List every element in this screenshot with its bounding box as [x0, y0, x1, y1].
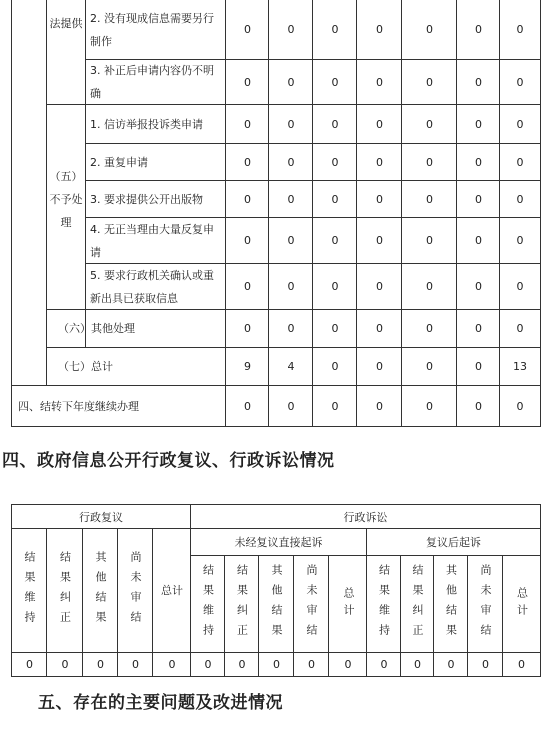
- row-value-cell: 0: [426, 155, 433, 169]
- row-value-cell: 0: [244, 399, 251, 413]
- column-header: 其他结果: [444, 564, 458, 644]
- row-value-cell: 0: [376, 399, 383, 413]
- row-value-cell: 0: [331, 234, 339, 247]
- row-value-cell: 0: [244, 23, 251, 36]
- row-value-cell: 0: [287, 192, 295, 206]
- row-label: 1. 信访举报投诉类申请: [90, 117, 203, 131]
- row-value-cell: 0: [376, 234, 383, 247]
- row-value-cell: 0: [244, 280, 251, 293]
- column-header: 结果纠正: [411, 564, 424, 644]
- row-label: 2. 没有现成信息需要另行制作: [90, 11, 214, 48]
- row-value-cell: 0: [516, 75, 524, 89]
- row-value-cell: 0: [475, 280, 482, 293]
- row-value-cell: 0: [331, 23, 339, 36]
- review-value-cell: 0: [482, 658, 489, 671]
- row-label: 3. 补正后申请内容仍不明确: [90, 64, 214, 100]
- row-label: 2. 重复申请: [90, 155, 148, 169]
- row-value-cell: 0: [475, 360, 482, 373]
- review-value-cell: 0: [273, 658, 280, 671]
- review-value-cell: 0: [380, 658, 388, 671]
- row-value-cell: 0: [331, 117, 339, 131]
- row-value-cell: 0: [475, 234, 482, 247]
- row-value-cell: 0: [331, 280, 339, 293]
- row-value-cell: 0: [287, 322, 295, 335]
- row-value-cell: 0: [287, 117, 295, 131]
- row-value-cell: 0: [376, 117, 383, 131]
- row-value-cell: 0: [287, 23, 295, 36]
- row-value-cell: 0: [376, 155, 383, 169]
- review-value-cell: 0: [61, 658, 69, 671]
- row-value-cell: 0: [426, 234, 433, 247]
- row-value-cell: 0: [426, 280, 433, 293]
- column-header: 尚未审结: [129, 550, 142, 631]
- row-value-cell: 0: [244, 117, 251, 131]
- row-value-cell: 0: [516, 155, 524, 169]
- row-value-cell: 0: [475, 155, 482, 169]
- column-header: 结果纠正: [58, 550, 72, 631]
- header-admin-litigation: 行政诉讼: [343, 510, 388, 524]
- section-4-title: 四、政府信息公开行政复议、行政诉讼情况: [2, 451, 335, 471]
- review-value-cell: 0: [414, 658, 421, 671]
- row-value-cell: 0: [376, 23, 383, 36]
- row-value-cell: 0: [475, 117, 482, 131]
- row-value-cell: 0: [331, 192, 339, 206]
- row-value-cell: 0: [287, 399, 295, 413]
- column-header: 总计: [515, 587, 529, 621]
- row-value-cell: 0: [426, 117, 433, 131]
- review-value-cell: 0: [168, 658, 176, 671]
- row-value-cell: 0: [287, 234, 295, 247]
- row-value-cell: 0: [516, 117, 524, 131]
- header-direct-suit: 未经复议直接起诉: [234, 536, 323, 549]
- row-value-cell: 0: [287, 75, 295, 89]
- row-value-cell: 0: [287, 280, 295, 293]
- row-value-cell: 0: [331, 360, 339, 373]
- row-value-cell: 0: [331, 399, 339, 413]
- review-value-cell: 0: [204, 658, 212, 671]
- review-value-cell: 0: [308, 658, 315, 671]
- review-value-cell: 0: [344, 658, 352, 671]
- column-header: 结果维持: [377, 564, 391, 644]
- row-value-cell: 0: [426, 322, 433, 335]
- section-5-title: 五、存在的主要问题及改进情况: [38, 693, 283, 713]
- row-label: 3. 要求提供公开出版物: [90, 192, 203, 206]
- review-value-cell: 0: [518, 658, 525, 671]
- row-value-cell: 0: [516, 192, 524, 206]
- review-value-cell: 0: [26, 658, 33, 671]
- row-value-cell: 4: [287, 360, 295, 373]
- row-value-cell: 0: [516, 280, 524, 293]
- row-value-cell: 0: [426, 75, 433, 89]
- review-value-cell: 0: [447, 658, 455, 671]
- row-value-cell: 0: [426, 399, 433, 413]
- row-value-cell: 0: [376, 360, 383, 373]
- row-value-cell: 0: [244, 155, 251, 169]
- row-value-cell: 0: [475, 192, 482, 206]
- row-value-cell: 0: [244, 322, 251, 335]
- row-value-cell: 0: [331, 155, 339, 169]
- row-value-cell: 0: [516, 23, 524, 36]
- row-value-cell: 0: [475, 322, 482, 335]
- row-label: 5. 要求行政机关确认或重新出具已获取信息: [90, 268, 214, 305]
- review-value-cell: 0: [238, 658, 246, 671]
- row-value-cell: 0: [244, 192, 251, 206]
- row-value-cell: 0: [376, 192, 383, 206]
- column-header: 总计: [342, 587, 355, 621]
- row-value-cell: 0: [376, 75, 383, 89]
- review-value-cell: 0: [132, 658, 139, 671]
- row-value-cell: 13: [513, 360, 527, 373]
- row-value-cell: 0: [426, 360, 433, 373]
- row-label: 4. 无正当理由大量反复申请: [90, 222, 214, 259]
- column-header: 尚未审结: [479, 564, 492, 644]
- row-value-cell: 0: [376, 322, 383, 335]
- row-value-cell: 0: [475, 399, 482, 413]
- row-value-cell: 0: [244, 75, 251, 89]
- row-value-cell: 0: [426, 192, 433, 206]
- review-value-cell: 0: [97, 658, 104, 671]
- column-header: 结果维持: [201, 564, 215, 644]
- header-after-review-suit: 复议后起诉: [426, 536, 481, 549]
- column-header: 结果纠正: [235, 564, 249, 644]
- column-header: 结果维持: [23, 550, 36, 631]
- row-value-cell: 0: [516, 234, 524, 247]
- group-label-not-processed: （五）不予处理: [49, 170, 83, 229]
- row-value-cell: 0: [287, 155, 295, 169]
- column-header: 总计: [161, 583, 183, 597]
- column-header: 其他结果: [94, 550, 107, 631]
- row-value-cell: 9: [244, 360, 251, 373]
- row-value-cell: 0: [516, 322, 524, 335]
- row-value-cell: 0: [331, 75, 339, 89]
- row-value-cell: 0: [376, 280, 383, 293]
- row-label: （六）其他处理: [58, 322, 135, 335]
- header-admin-review: 行政复议: [79, 510, 123, 524]
- row-value-cell: 0: [244, 234, 251, 247]
- row-label: 四、结转下年度继续办理: [18, 399, 139, 413]
- row-value-cell: 0: [475, 23, 482, 36]
- column-header: 尚未审结: [305, 564, 318, 644]
- column-header: 其他结果: [270, 564, 283, 644]
- row-value-cell: 0: [426, 23, 433, 36]
- row-value-cell: 0: [475, 75, 482, 89]
- row-label: （七）总计: [58, 360, 113, 373]
- row-value-cell: 0: [516, 399, 524, 413]
- group-label-provide: 法提供: [49, 17, 83, 30]
- row-value-cell: 0: [331, 322, 339, 335]
